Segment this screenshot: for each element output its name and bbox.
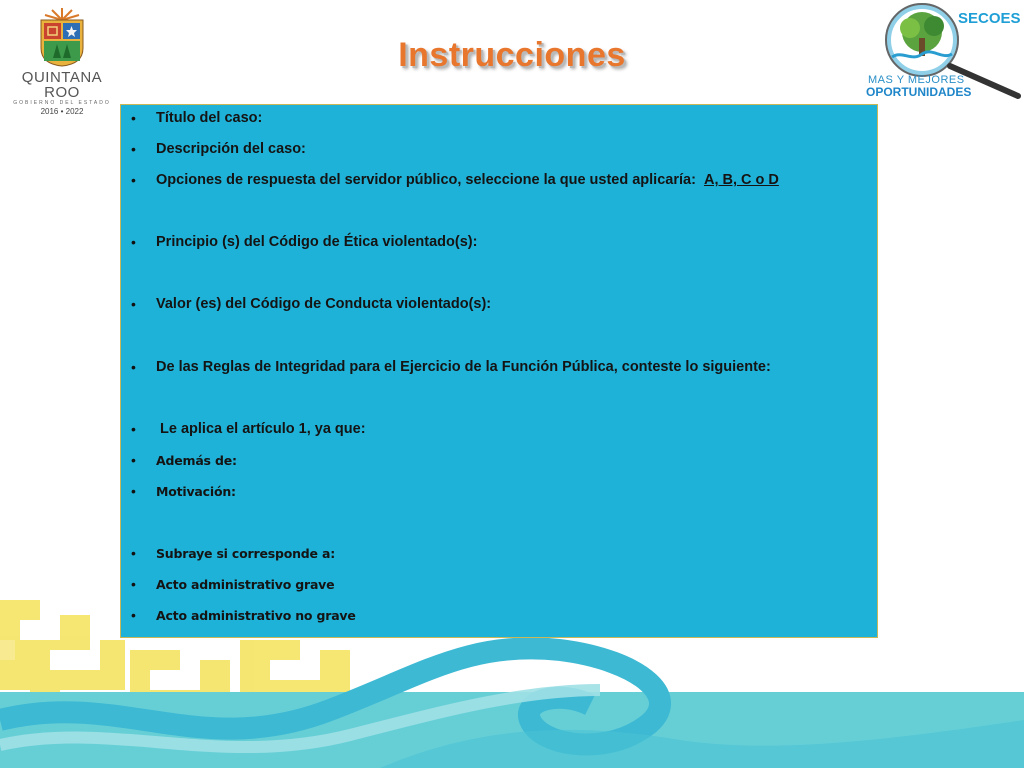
bullet-icon: • bbox=[131, 110, 136, 126]
list-item-text: Título del caso: bbox=[156, 110, 263, 126]
bullet-icon: • bbox=[131, 234, 136, 250]
instructions-box bbox=[120, 104, 878, 638]
list-item-text: De las Reglas de Integridad para el Ejercicio de la Función Pública, conteste lo siguiente: bbox=[156, 359, 771, 375]
page-title: Instrucciones bbox=[398, 36, 626, 74]
answer-options-letters: A, B, C o D bbox=[703, 172, 779, 188]
list-item-text bbox=[156, 172, 779, 188]
list-item-text: Principio (s) del Código de Ética violentado(s): bbox=[156, 234, 478, 250]
list-item-text: Motivación: bbox=[156, 483, 236, 499]
list-item-text: Acto administrativo no grave bbox=[156, 607, 356, 623]
bullet-icon: • bbox=[131, 359, 136, 375]
bullet-icon: • bbox=[131, 141, 136, 157]
bullet-icon: • bbox=[131, 421, 136, 437]
bullet-icon: • bbox=[131, 452, 136, 468]
bullet-icon: • bbox=[131, 607, 136, 623]
state-name: QUINTANA ROO bbox=[21, 69, 103, 101]
bullet-icon: • bbox=[131, 576, 136, 592]
secoes-logo bbox=[862, 2, 1022, 102]
list-item-text: Subraye si corresponde a: bbox=[156, 545, 336, 561]
list-item-text: Además de: bbox=[156, 452, 237, 468]
bullet-icon: • bbox=[131, 545, 136, 561]
bullet-icon: • bbox=[131, 172, 136, 188]
slogan-line-1: MAS Y MEJORES bbox=[868, 74, 965, 86]
bullet-icon: • bbox=[131, 296, 136, 312]
list-item-text: Descripción del caso: bbox=[156, 141, 306, 157]
secoes-brand: SECOES bbox=[958, 10, 1021, 27]
answer-options-prompt: Opciones de respuesta del servidor público, seleccione la que usted aplicaría: bbox=[156, 172, 696, 188]
government-years: 2016 • 2022 bbox=[40, 107, 84, 116]
bullet-icon: • bbox=[131, 483, 136, 499]
list-item-text: Acto administrativo grave bbox=[156, 576, 335, 592]
state-government-label: GOBIERNO DEL ESTADO bbox=[13, 100, 111, 106]
slogan-line-2: OPORTUNIDADES bbox=[866, 85, 972, 99]
list-item-text: Valor (es) del Código de Conducta violentado(s): bbox=[156, 296, 492, 312]
list-item-text: Le aplica el artículo 1, ya que: bbox=[156, 421, 366, 437]
